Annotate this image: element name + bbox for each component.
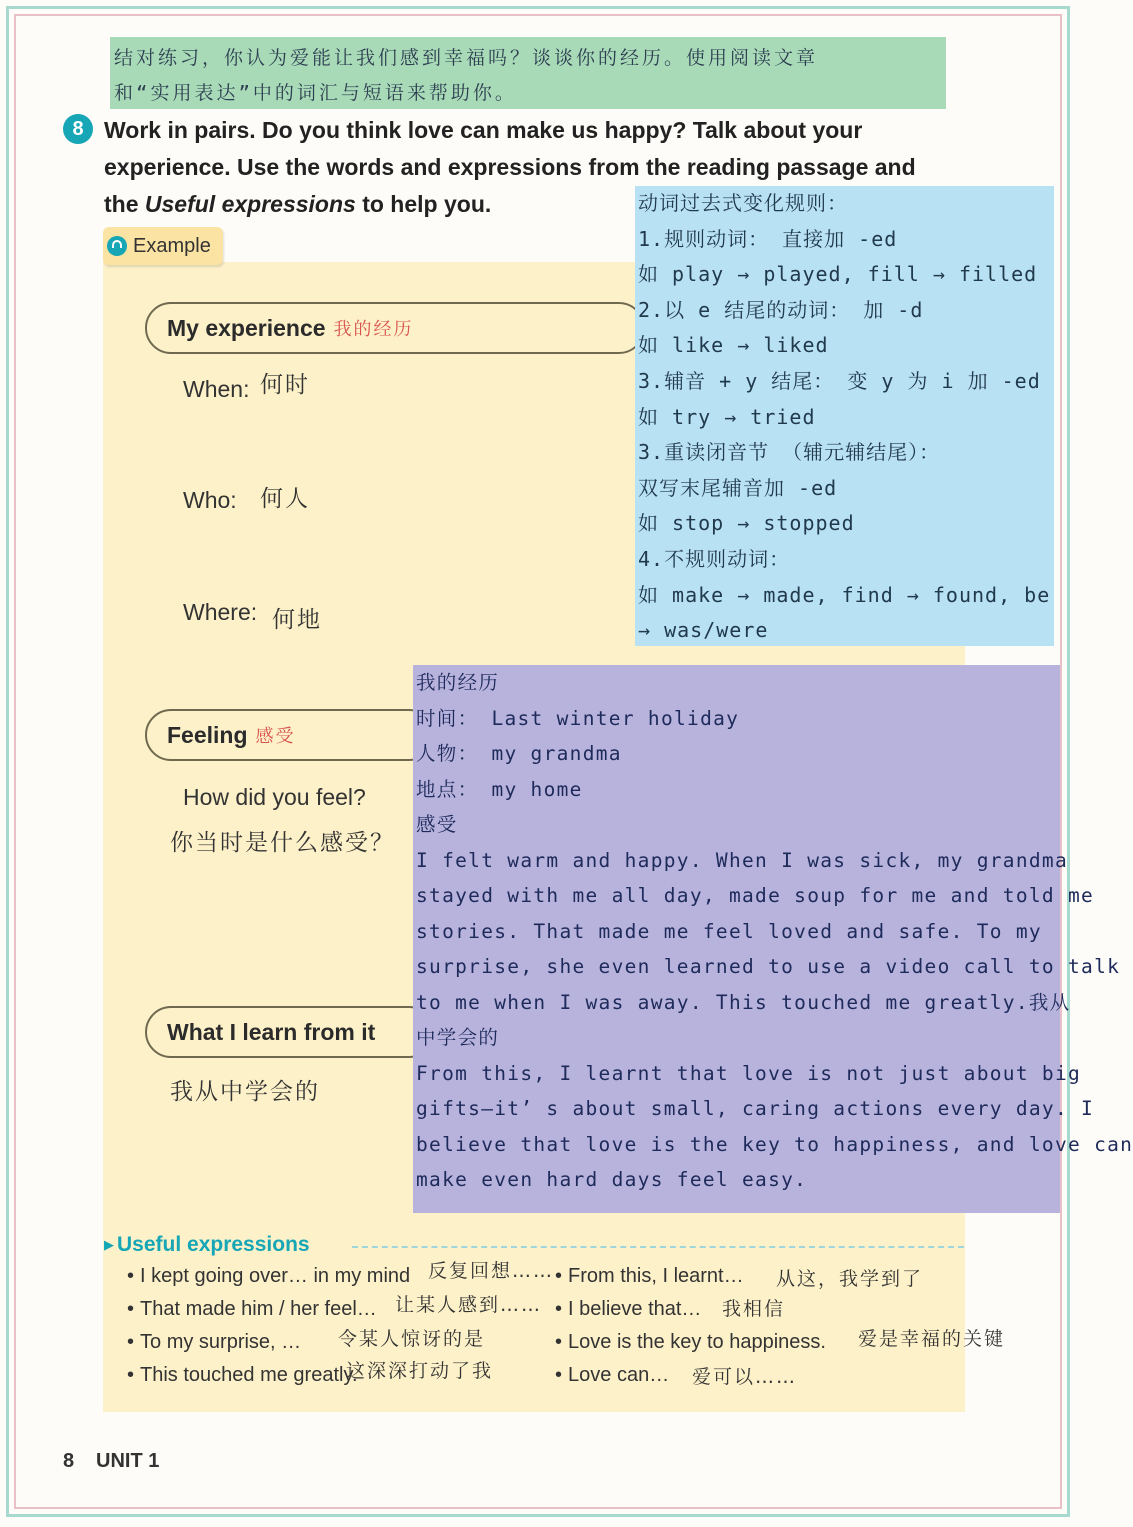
- feeling-question-note: 你当时是什么感受？: [170, 830, 395, 856]
- useful-expression-item: • To my surprise, …: [127, 1331, 301, 1354]
- useful-expression-item: • I kept going over… in my mind: [127, 1265, 410, 1288]
- translation-line-1: 结对练习，你认为爱能让我们感到幸福吗？谈谈你的经历。使用阅读文章: [114, 47, 819, 69]
- useful-expression-item: • Love can…: [555, 1364, 669, 1387]
- useful-expressions-divider: [352, 1246, 964, 1248]
- grammar-line: 如 try → tried: [638, 404, 816, 429]
- answer-line: From this, I learnt that love is not just about big: [416, 1061, 1082, 1085]
- when-label: When:: [183, 376, 250, 402]
- grammar-note: [635, 186, 1054, 646]
- feeling-header: [145, 709, 435, 761]
- learn-title: What I learn from it: [167, 1018, 376, 1045]
- useful-expression-note: 令某人惊讶的是: [338, 1328, 486, 1350]
- grammar-line: → was/were: [638, 618, 769, 643]
- useful-expression-note: 这深深打动了我: [346, 1360, 494, 1382]
- my-experience-header: [145, 302, 645, 354]
- useful-expression-item: • From this, I learnt…: [555, 1265, 744, 1288]
- answer-line: I felt warm and happy. When I was sick, my grandma: [416, 848, 1068, 872]
- useful-expression-item: • That made him / her feel…: [127, 1298, 377, 1321]
- translation-note: [110, 37, 946, 109]
- who-note: 何人: [260, 486, 310, 512]
- answer-line: surprise, she even learned to use a video call to talk: [416, 955, 1121, 978]
- useful-expressions-ref: Useful expressions: [144, 191, 356, 217]
- grammar-line: 如 like → liked: [638, 333, 829, 358]
- useful-expression-note: 爱可以……: [692, 1366, 798, 1388]
- who-label: Who:: [183, 487, 237, 513]
- grammar-line: 4.不规则动词：: [638, 546, 791, 571]
- grammar-line: 1.规则动词： 直接加 -ed: [638, 226, 898, 251]
- answer-line: 地点： my home: [416, 777, 583, 801]
- useful-expression-note: 从这，我学到了: [776, 1268, 924, 1290]
- useful-expressions-title: ▶ Useful expressions: [104, 1233, 310, 1257]
- headphones-icon: [107, 236, 127, 256]
- answer-line: 时间： Last winter holiday: [416, 706, 740, 730]
- task-number-badge: 8: [63, 114, 93, 144]
- answer-line: believe that love is the key to happiness, and love can: [416, 1132, 1133, 1156]
- grammar-line: 3.辅音 + y 结尾： 变 y 为 i 加 -ed: [638, 368, 1041, 393]
- answer-line: 中学会的: [416, 1026, 500, 1049]
- learn-header: [145, 1006, 435, 1058]
- example-tag[interactable]: [103, 227, 223, 265]
- answer-line: to me when I was away. This touched me greatly.我从: [416, 990, 1071, 1014]
- grammar-line: 双写末尾辅音加 -ed: [638, 475, 838, 500]
- feeling-question: How did you feel?: [183, 784, 366, 810]
- answer-line: stayed with me all day, made soup for me and told me: [416, 884, 1095, 907]
- answer-line: stories. That made me feel loved and safe. To my: [416, 919, 1042, 943]
- feeling-title-cn: 感受: [255, 726, 296, 747]
- example-label: Example: [133, 234, 211, 257]
- grammar-line: 如 make → made, find → found, be: [638, 582, 1051, 607]
- where-label: Where:: [183, 599, 258, 625]
- useful-expression-note: 我相信: [722, 1298, 786, 1320]
- grammar-line: 2.以 e 结尾的动词： 加 -d: [638, 297, 924, 322]
- where-note: 何地: [272, 607, 322, 633]
- task-line-2: experience. Use the words and expressions from the reading passage and: [104, 154, 916, 180]
- answer-line: 感受: [416, 813, 458, 836]
- task-line-3-pre: the: [104, 191, 145, 217]
- learn-note: 我从中学会的: [170, 1079, 320, 1105]
- useful-expression-note: 爱是幸福的关键: [858, 1328, 1006, 1350]
- useful-expression-item: • This touched me greatly.: [127, 1364, 358, 1387]
- useful-expression-note: 反复回想……: [428, 1260, 555, 1282]
- when-note: 何时: [260, 372, 310, 398]
- useful-expression-item: • Love is the key to happiness.: [555, 1331, 826, 1354]
- useful-expression-note: 让某人感到……: [395, 1294, 543, 1316]
- grammar-line: 如 play → played, fill → filled: [638, 262, 1038, 287]
- my-experience-title-cn: 我的经历: [333, 319, 414, 340]
- grammar-line: 动词过去式变化规则：: [638, 191, 848, 215]
- sample-answer: [413, 665, 1133, 1213]
- grammar-line: 3.重读闭音节 （辅元辅结尾）：: [638, 440, 941, 465]
- feeling-title: Feeling: [167, 721, 248, 748]
- answer-line: 人物： my grandma: [416, 742, 622, 765]
- task-line-1: Work in pairs. Do you think love can make us happy? Talk about your: [104, 117, 863, 143]
- task-line-3-post: to help you.: [355, 191, 492, 217]
- my-experience-title: My experience: [167, 314, 326, 341]
- unit-label: UNIT 1: [96, 1450, 160, 1472]
- answer-line: gifts—it’ s about small, caring actions every day. I: [416, 1097, 1095, 1120]
- page-number: 8: [63, 1450, 75, 1472]
- answer-line: 我的经历: [416, 671, 500, 694]
- useful-expression-item: • I believe that…: [555, 1298, 701, 1321]
- translation-line-2: 和“实用表达”中的词汇与短语来帮助你。: [114, 82, 517, 104]
- grammar-line: 如 stop → stopped: [638, 511, 855, 536]
- answer-line: make even hard days feel easy.: [416, 1168, 808, 1191]
